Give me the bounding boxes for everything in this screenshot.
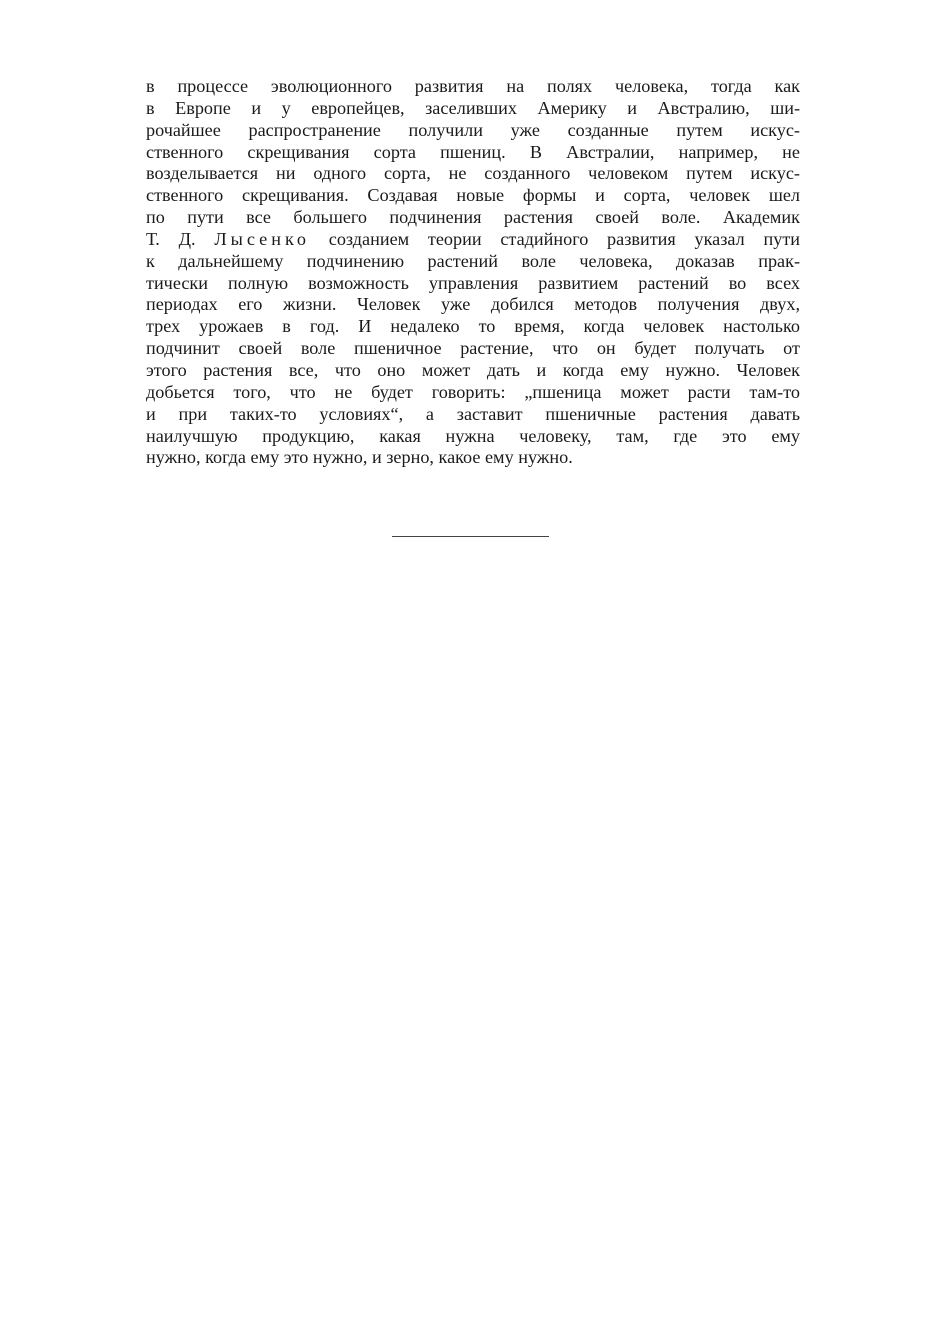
text-line: наилучшую продукцию, какая нужна человеку, там, где это ему (146, 425, 800, 446)
text-line: в Европе и у европейцев, заселивших Америку и Австралию, ши- (146, 97, 800, 118)
text-line: ственного скрещивания сорта пшениц. В Австралии, например, не (146, 141, 800, 162)
text-line: тически полную возможность управления развитием растений во всех (146, 272, 800, 293)
text-line-last: нужно, когда ему это нужно, и зерно, какое ему нужно. (146, 447, 573, 468)
text-line: этого растения все, что оно может дать и когда ему нужно. Человек (146, 359, 800, 380)
text-line: в процессе эволюционного развития на полях человека, тогда как (146, 76, 800, 96)
text-line: добьется того, что не будет говорить: „пшеница может расти там-то (146, 381, 800, 402)
text-line: и при таких-то условиях“, а заставит пшеничные растения давать (146, 403, 800, 424)
text-line: по пути все большего подчинения растения своей воле. Академик (146, 207, 800, 228)
text-line: к дальнейшему подчинению растений воле человека, доказав прак- (146, 250, 800, 271)
text-line-rest: созданием теории стадийного развития указал пути (328, 228, 801, 249)
text-line: периодах его жизни. Человек уже добился методов получения двух, (146, 294, 800, 315)
author-surname: Лысенко (214, 228, 310, 249)
author-initials: Т. Д. (146, 228, 196, 249)
body-paragraph (146, 76, 800, 469)
section-separator-rule (392, 536, 549, 537)
text-line (146, 229, 800, 251)
text-line: ственного скрещивания. Создавая новые формы и сорта, человек шел (146, 185, 800, 206)
text-line: подчинит своей воле пшеничное растение, что он будет получать от (146, 338, 800, 359)
text-line: рочайшее распространение получили уже созданные путем искус- (146, 119, 800, 140)
text-line: возделывается ни одного сорта, не созданного человеком путем искус- (146, 163, 800, 184)
text-line: трех урожаев в год. И недалеко то время, когда человек настолько (146, 316, 800, 337)
